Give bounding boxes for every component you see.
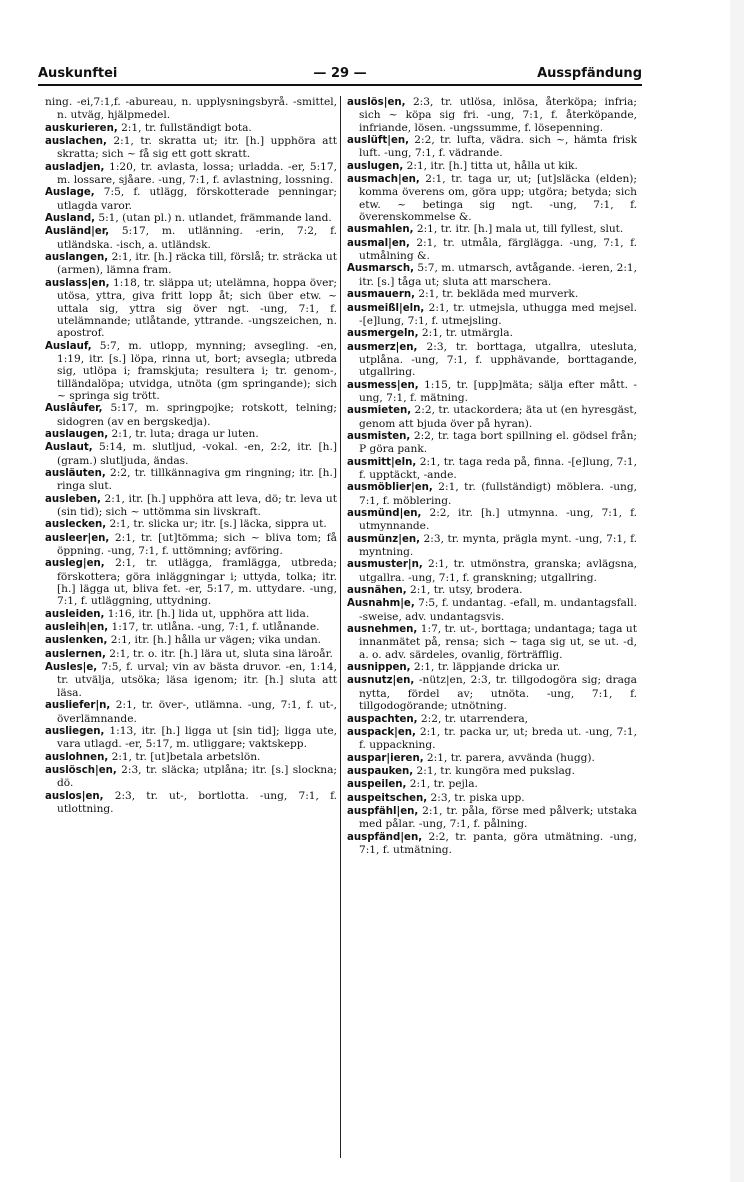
- entry-headword: ausliefer|n,: [45, 700, 111, 712]
- entry-definition: 2:1, tr. utmönstra, granska; avlägsna, utgallra. -ung, 7:1, f. granskning; utgallring.: [359, 558, 637, 584]
- entry-headword: ausmisten,: [347, 430, 411, 442]
- entry-headword: ausmünz|en,: [347, 533, 420, 545]
- entry-headword: auspauken,: [347, 765, 414, 777]
- entry-definition: 2:1, itr. [h.] titta ut, hålla ut kik.: [403, 159, 578, 172]
- dictionary-entry: [347, 327, 637, 340]
- entry-definition: 5:17, m. springpojke; rotskott, telning; sidogren (av en bergskedja).: [57, 402, 337, 428]
- entry-headword: Auslage,: [45, 187, 95, 199]
- right-column: [340, 96, 637, 1158]
- entry-definition: 2:1, itr. [h.] upphöra att leva, dö; tr. leva ut (sin tid); sich ~ uttömma sin livskraft.: [57, 492, 337, 518]
- dictionary-entry: [347, 223, 637, 236]
- entry-definition: 2:1, tr. itr. [h.] mala ut, till fyllest, slut.: [413, 223, 624, 236]
- entry-headword: auspeilen,: [347, 779, 407, 791]
- entry-definition: 2:3, tr. piska upp.: [427, 791, 525, 804]
- dictionary-entry: [347, 341, 637, 379]
- dictionary-entry: [347, 134, 637, 160]
- dictionary-entry: [45, 621, 337, 634]
- dictionary-entry: [347, 160, 637, 173]
- entry-definition: 2:1, tr. läppjande dricka ur.: [410, 661, 561, 674]
- dictionary-entry: [45, 661, 337, 699]
- entry-definition: 5:7, m. utmarsch, avtågande. -ieren, 2:1, itr. [s.] tåga ut; sluta att marschera.: [359, 262, 637, 288]
- entry-headword: ausnähen,: [347, 585, 407, 597]
- dictionary-entry: [45, 751, 337, 764]
- entry-definition: 2:1, tr. kungöra med pukslag.: [413, 764, 575, 777]
- entry-headword: auslass|en,: [45, 277, 110, 289]
- entry-headword: ausnutz|en,: [347, 675, 415, 687]
- dictionary-entry: [347, 674, 637, 712]
- entry-definition: 7:5, f. undantag. -efall, m. undantagsfall. -sweise, adv. undantagsvis.: [359, 597, 637, 623]
- entry-headword: auslecken,: [45, 519, 107, 531]
- dictionary-entry: [45, 518, 337, 531]
- header-last-word: Ausspfändung: [537, 66, 642, 81]
- entry-headword: ausleiden,: [45, 608, 105, 620]
- page-header: [38, 58, 642, 86]
- dictionary-entry: [45, 135, 337, 161]
- entry-definition: 1:18, tr. släppa ut; utelämna, hoppa över; utösa, yttra, giva fritt lopp åt; sich über etw. ~ uttala sig, yttra sig över ngt. -ung, 7:1, f. utelämnande; utlåtande, yttrande. -ungszeichen, n. apostrof.: [57, 276, 337, 340]
- dictionary-entry: [347, 726, 637, 752]
- dictionary-entry: [347, 597, 637, 623]
- dictionary-entry: [347, 805, 637, 831]
- entry-definition: 2:3, tr. mynta, prägla mynt. -ung, 7:1, f. myntning.: [359, 532, 637, 559]
- dictionary-entry: [347, 623, 637, 661]
- entry-headword: auslaugen,: [45, 428, 109, 440]
- dictionary-entry: [45, 608, 337, 621]
- entry-headword: auslangen,: [45, 252, 109, 264]
- entry-headword: auslenken,: [45, 635, 108, 647]
- dictionary-entry: [45, 96, 337, 122]
- entry-definition: 1:7, tr. ut-, borttaga; undantaga; taga ut innanmätet på, rensa; sich ~ taga sig ut, se ut. -d, a. o. adv. särdeles, ovanlig, förträfflig.: [359, 623, 637, 661]
- dictionary-entry: [45, 532, 337, 558]
- entry-definition: 2:1, tr. över-, utlämna. -ung, 7:1, f. ut-, överlämnande.: [57, 699, 337, 725]
- entry-headword: Auslauf,: [45, 340, 92, 352]
- dictionary-entry: [45, 648, 337, 661]
- dictionary-entry: [45, 212, 337, 225]
- entry-definition: 2:1, tr. utmåla, färglägga. -ung, 7:1, f. utmålning &.: [359, 236, 637, 263]
- entry-definition: 5:7, m. utlopp, mynning; avsegling. -en, 1:19, itr. [s.] löpa, rinna ut, bort; avsegla; utbreda sig, utlöpa i; framskjuta; resultera i; tr. genom-, tilländalöpa; utvidga, utnöta (gm springande); sich ~ springa sig trött.: [57, 339, 337, 402]
- entry-definition: 2:1, tr. taga reda på, finna. -[e]lung, 7:1, f. upptäckt, -ande.: [359, 455, 637, 481]
- entry-definition: 2:1, tr. parera, avvända (hugg).: [423, 751, 595, 764]
- entry-definition: 5:14, m. slutljud, -vokal. -en, 2:2, itr. [h.] (gram.) slutljuda, ändas.: [57, 441, 337, 467]
- dictionary-entry: [347, 558, 637, 584]
- entry-definition: -nütz|en, 2:3, tr. tillgodogöra sig; draga nytta, fördel av; utnöta. -ung, 7:1, f. tillgodogörande; utnötning.: [359, 674, 637, 713]
- entry-definition: 2:3, tr. släcka; utplåna; itr. [s.] slockna; dö.: [57, 763, 337, 790]
- dictionary-entry: [347, 237, 637, 263]
- entry-definition: 2:1, tr. o. itr. [h.] lära ut, sluta sina läroår.: [105, 647, 333, 660]
- entry-definition: 1:17, tr. utlåna. -ung, 7:1, f. utlånande.: [108, 621, 320, 634]
- entry-definition: 1:15, tr. [upp]mäta; sälja efter mått. -ung, 7:1, f. mätning.: [359, 378, 637, 404]
- entry-headword: ausmauern,: [347, 289, 415, 301]
- entry-headword: ausliegen,: [45, 725, 105, 737]
- dictionary-entry: [347, 752, 637, 765]
- entry-definition: 2:1, tr. utmärgla.: [418, 327, 513, 340]
- entry-definition: 2:1, tr. luta; draga ur luten.: [108, 427, 259, 440]
- entry-definition: 2:1, tr. utsy, brodera.: [406, 584, 523, 597]
- dictionary-entry: [45, 122, 337, 135]
- entry-headword: ausmergeln,: [347, 328, 419, 340]
- entry-definition: 2:1, tr. fullständigt bota.: [117, 121, 252, 134]
- entry-headword: auslohnen,: [45, 751, 109, 763]
- entry-definition: ning. -ei,7:1,f. -abureau, n. upplysningsbyrå. -smittel, n. utväg, hjälpmedel.: [45, 96, 337, 122]
- entry-headword: Ausnahm|e,: [347, 598, 415, 610]
- page-edge: [730, 0, 744, 1182]
- entry-headword: auslos|en,: [45, 790, 104, 802]
- dictionary-entry: [45, 764, 337, 790]
- entry-headword: auskurieren,: [45, 122, 118, 134]
- dictionary-entry: [45, 428, 337, 441]
- dictionary-entry: [45, 402, 337, 428]
- entry-headword: auslös|en,: [347, 97, 406, 108]
- dictionary-entry: [347, 404, 637, 430]
- entry-headword: auslüft|en,: [347, 135, 409, 147]
- entry-headword: auspeitschen,: [347, 792, 428, 804]
- dictionary-entry: [45, 340, 337, 403]
- entry-headword: ausmitt|eln,: [347, 456, 417, 468]
- entry-definition: 2:1, tr. utmejsla, uthugga med mejsel. -[e]lung, 7:1, f. utmejsling.: [359, 301, 637, 327]
- entry-headword: ausmal|en,: [347, 237, 410, 249]
- entry-headword: Auslâufer,: [45, 403, 103, 415]
- page-number: — 29 —: [313, 66, 367, 81]
- dictionary-entry: [45, 441, 337, 467]
- dictionary-entry: [45, 699, 337, 725]
- entry-definition: 2:2, itr. [h.] utmynna. -ung, 7:1, f. utmynnande.: [359, 507, 637, 533]
- entry-headword: Auslaut,: [45, 442, 93, 454]
- entry-definition: 2:3, tr. utlösa, inlösa, återköpa; infria; sich ~ köpa sig fri. -ung, 7:1, f. återköpande, infriande, lösen. -ungssumme, f. lösepenning.: [359, 96, 637, 134]
- entry-headword: ausmerz|en,: [347, 341, 418, 353]
- dictionary-entry: [45, 557, 337, 607]
- entry-headword: Ausles|e,: [45, 662, 98, 674]
- entry-definition: 1:13, itr. [h.] ligga ut [sin tid]; ligga ute, vara utlagd. -er, 5:17, m. utliggare; vaktskepp.: [57, 724, 337, 751]
- entry-headword: ausmünd|en,: [347, 508, 422, 519]
- entry-definition: 7:5, f. utlägg, förskotterade penningar; utlagda varor.: [57, 186, 337, 212]
- dictionary-entry: [347, 792, 637, 805]
- entry-definition: 2:1, tr. slicka ur; itr. [s.] läcka, sippra ut.: [106, 518, 327, 531]
- entry-definition: 2:2, tr. utarrendera,: [417, 712, 529, 725]
- entry-headword: Ausländ|er,: [45, 226, 110, 238]
- dictionary-entry: [347, 379, 637, 405]
- entry-definition: 2:1, tr. utlägga, framlägga, utbreda; förskottera; göra inläggningar i; uttyda, tolka; itr. [h.] lägga ut, bliva fet. -er, 5:17, m. uttydare. -ung, 7:1, f. utläggning, uttydning.: [57, 557, 337, 608]
- entry-definition: 2:2, tr. utackordera; äta ut (en hyresgäst, genom att bjuda över på hyran).: [359, 404, 637, 430]
- entry-headword: auslernen,: [45, 648, 106, 660]
- entry-definition: 2:1, tr. (fullständigt) möblera. -ung, 7:1, f. möblering.: [359, 481, 637, 507]
- entry-definition: 2:3, tr. borttaga, utgallra, utesluta, utplåna. -ung, 7:1, f. upphävande, borttagande, utgallring.: [359, 340, 637, 379]
- dictionary-entry: [347, 584, 637, 597]
- dictionary-entry: [347, 507, 637, 533]
- entry-headword: ausleben,: [45, 493, 101, 505]
- dictionary-entry: [347, 481, 637, 507]
- dictionary-entry: [347, 288, 637, 301]
- entry-definition: 2:1, tr. [ut]betala arbetslön.: [108, 750, 261, 763]
- entry-headword: ausleer|en,: [45, 532, 110, 544]
- entry-headword: auslugen,: [347, 160, 404, 172]
- dictionary-entry: [45, 225, 337, 251]
- entry-headword: ausmöblier|en,: [347, 482, 433, 494]
- entry-definition: 2:1, itr. [h.] räcka till, förslå; tr. sträcka ut (armen), lämna fram.: [57, 251, 337, 277]
- entry-definition: 2:2, tr. tillkännagiva gm ringning; itr. [h.] ringa slut.: [57, 466, 337, 493]
- entry-definition: 2:2, tr. taga bort spillning el. gödsel från; P göra pank.: [359, 429, 637, 456]
- dictionary-entry: [347, 661, 637, 674]
- entry-definition: 2:1, tr. bekläda med murverk.: [415, 288, 579, 301]
- dictionary-entry: [347, 96, 637, 134]
- entry-definition: 2:1, tr. skratta ut; itr. [h.] upphöra att skratta; sich ~ få sig ett gott skratt.: [57, 135, 337, 161]
- header-first-word: Auskunftei: [38, 66, 118, 81]
- entry-headword: ausmach|en,: [347, 174, 420, 186]
- dictionary-entry: [45, 725, 337, 751]
- entry-headword: auspachten,: [347, 713, 418, 725]
- entry-headword: auspfänd|en,: [347, 831, 423, 843]
- entry-headword: Ausland,: [45, 213, 95, 225]
- dictionary-entry: [347, 831, 637, 857]
- entry-definition: 2:1, tr. pejla.: [406, 778, 478, 791]
- dictionary-entry: [347, 302, 637, 328]
- entry-definition: 2:1, tr. packa ur, ut; breda ut. -ung, 7:1, f. uppackning.: [359, 725, 637, 752]
- entry-headword: auspack|en,: [347, 726, 416, 738]
- dictionary-entry: [45, 277, 337, 340]
- entry-definition: 5:1, (utan pl.) n. utlandet, främmande land.: [94, 212, 332, 225]
- entry-headword: ausmeißl|eln,: [347, 302, 425, 314]
- entry-headword: auslachen,: [45, 136, 107, 148]
- entry-headword: ausmahlen,: [347, 224, 414, 236]
- entry-headword: ausnippen,: [347, 662, 411, 674]
- dictionary-entry: [347, 765, 637, 778]
- entry-definition: 2:1, tr. taga ur, ut; [ut]släcka (elden); komma överens om, göra upp; utgöra; betyda; sich etw. ~ betinga sig ngt. -ung, 7:1, f. överenskommelse &.: [359, 173, 637, 224]
- entry-definition: 2:2, tr. panta, göra utmätning. -ung, 7:1, f. utmätning.: [359, 830, 637, 856]
- dictionary-entry: [347, 262, 637, 288]
- entry-definition: 2:3, tr. ut-, bortlotta. -ung, 7:1, f. utlottning.: [57, 789, 337, 815]
- entry-definition: 1:20, tr. avlasta, lossa; urladda. -er, 5:17, m. lossare, sjåare. -ung, 7:1, f. avlastning, lossning.: [57, 160, 337, 187]
- entry-headword: ausläuten,: [45, 467, 106, 479]
- entry-definition: 1:16, itr. [h.] lida ut, upphöra att lida.: [104, 607, 310, 620]
- entry-headword: ausnehmen,: [347, 624, 418, 636]
- entry-headword: ausleg|en,: [45, 558, 105, 570]
- entry-headword: Ausmarsch,: [347, 263, 414, 275]
- dictionary-entry: [45, 251, 337, 277]
- entry-definition: 2:2, tr. lufta, vädra. sich ~, hämta frisk luft. -ung, 7:1, f. vädrande.: [359, 134, 637, 160]
- entry-definition: 7:5, f. urval; vin av bästa druvor. -en, 1:14, tr. utvälja, utsöka; läsa igenom; itr. [h.] sluta att läsa.: [57, 661, 337, 699]
- dictionary-entry: [347, 778, 637, 791]
- entry-headword: auspfähl|en,: [347, 805, 419, 817]
- dictionary-entry: [347, 713, 637, 726]
- entry-headword: ausmieten,: [347, 405, 412, 417]
- entry-headword: ausladjen,: [45, 161, 105, 173]
- entry-definition: 2:1, tr. [ut]tömma; sich ~ bliva tom; få öppning. -ung, 7:1, f. uttömning; avföring.: [57, 531, 337, 558]
- dictionary-entry: [347, 173, 637, 223]
- entry-headword: ausmuster|n,: [347, 559, 423, 571]
- dictionary-entry: [347, 456, 637, 482]
- entry-headword: auspar|ieren,: [347, 752, 424, 764]
- entry-headword: auslösch|en,: [45, 764, 117, 776]
- dictionary-entry: [347, 430, 637, 456]
- dictionary-entry: [45, 790, 337, 816]
- dictionary-entry: [45, 467, 337, 493]
- entry-headword: ausmess|en,: [347, 379, 419, 391]
- dictionary-entry: [45, 634, 337, 647]
- entry-headword: ausleih|en,: [45, 622, 109, 634]
- left-column: [45, 96, 337, 1158]
- dictionary-entry: [347, 533, 637, 559]
- entry-definition: 2:1, tr. påla, förse med pålverk; utstaka med pålar. -ung, 7:1, f. pålning.: [359, 804, 637, 831]
- dictionary-entry: [45, 161, 337, 187]
- dictionary-entry: [45, 186, 337, 212]
- dictionary-entry: [45, 493, 337, 519]
- entry-definition: 5:17, m. utlänning. -erin, 7:2, f. utländska. -isch, a. utländsk.: [57, 225, 337, 251]
- entry-definition: 2:1, itr. [h.] hålla ur vägen; vika undan.: [107, 634, 322, 647]
